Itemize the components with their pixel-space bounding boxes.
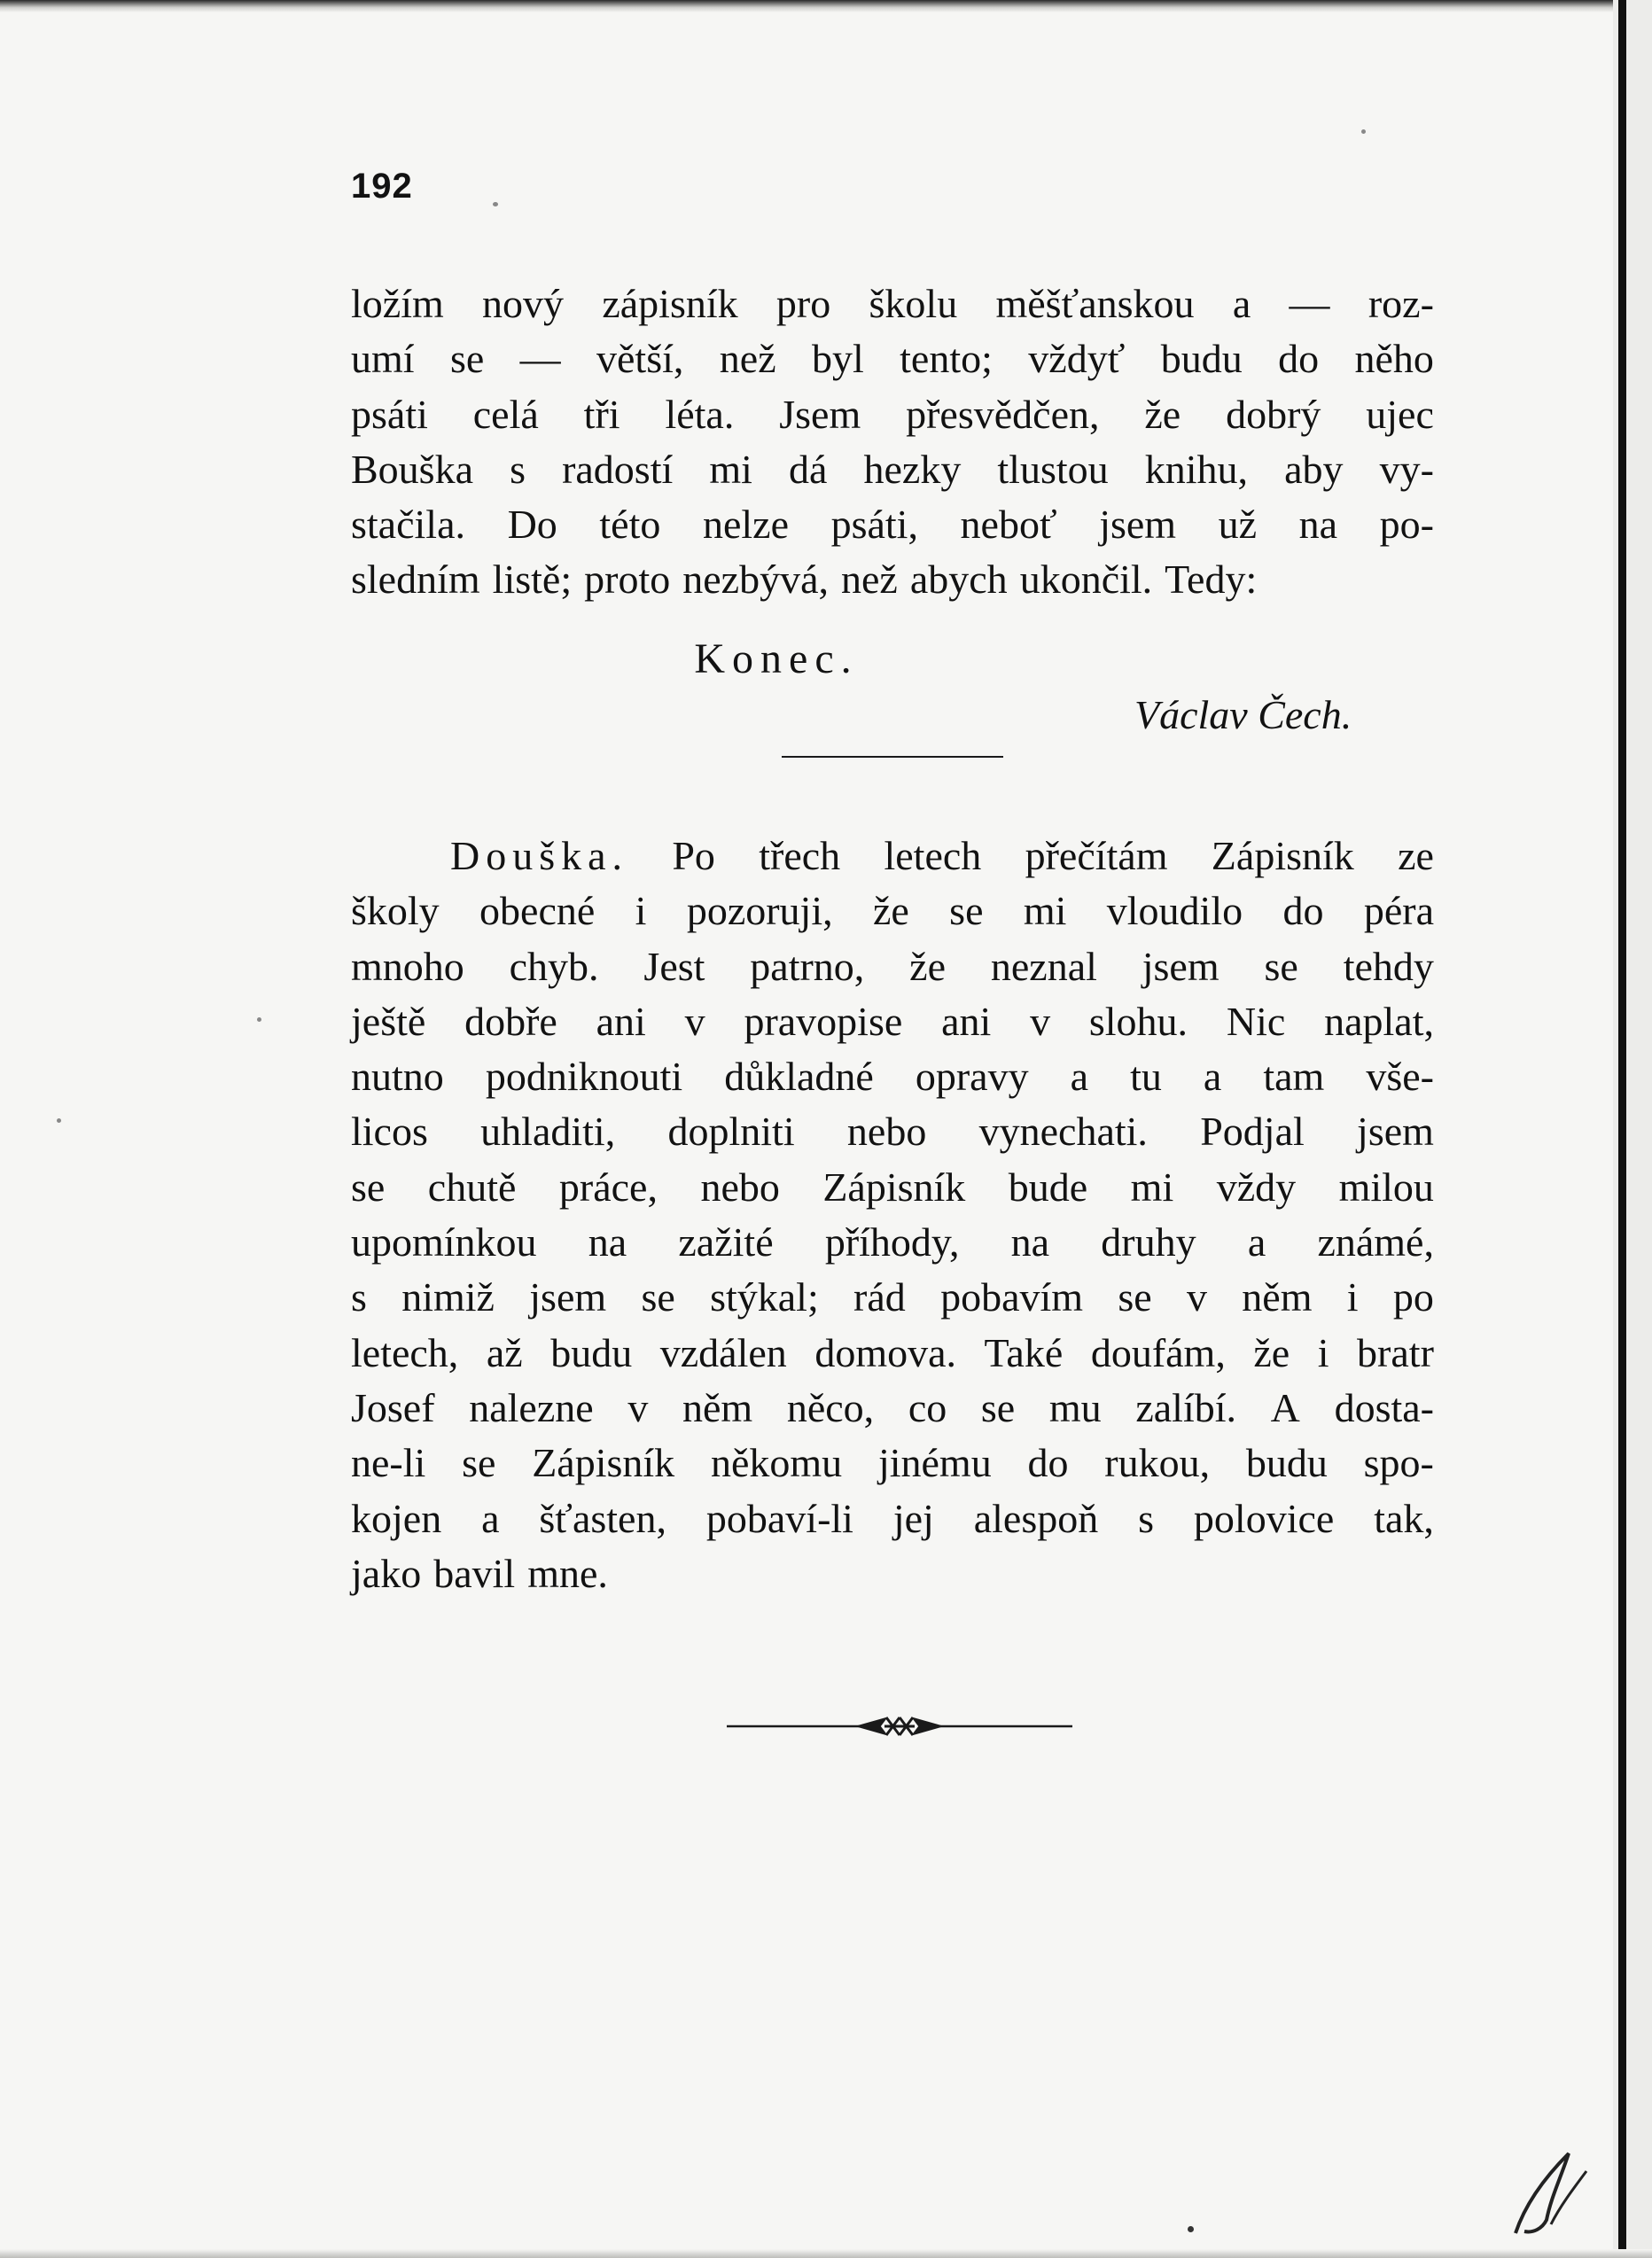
konec-heading (0, 635, 1652, 683)
word: bratr (1357, 1329, 1434, 1375)
word: Zápisník (1211, 833, 1354, 878)
text-line (351, 939, 1434, 994)
word: vždyť (1028, 336, 1126, 382)
paragraph-main (351, 276, 1434, 608)
word: ujec (1366, 391, 1434, 437)
konec-text: Konec. (694, 635, 859, 682)
word: tam (1263, 1054, 1325, 1100)
word: Nic (1226, 998, 1286, 1044)
word: pozoruji, (686, 888, 833, 934)
word: bavil (433, 1550, 516, 1596)
paper-speck (493, 202, 498, 206)
word: naplat, (1324, 998, 1434, 1044)
text-line (351, 442, 1434, 497)
word: ze (1398, 833, 1434, 878)
word: vzdálen (659, 1329, 787, 1375)
word: ani (596, 998, 646, 1044)
word: jako (351, 1550, 422, 1596)
text-line (351, 552, 1434, 607)
word: mi (709, 446, 752, 492)
text-line (351, 1381, 1434, 1436)
paper-speck (257, 1017, 261, 1022)
word: chyb. (509, 943, 599, 989)
page-number: 192 (351, 167, 413, 206)
word: třech (759, 833, 841, 878)
text-line (351, 829, 1434, 884)
word: a (481, 1495, 500, 1541)
word: nebo (846, 1109, 927, 1155)
word: jsem (1357, 1109, 1434, 1155)
word: Do (507, 502, 557, 548)
word: Bouška (351, 446, 473, 492)
word: vy- (1379, 446, 1434, 492)
word: sledním (351, 557, 480, 603)
text-line (351, 1049, 1434, 1104)
word: že (909, 943, 946, 989)
word: radostí (562, 446, 674, 492)
word: něm (682, 1384, 753, 1430)
page-bottom-edge (0, 2249, 1652, 2258)
word: ne-li (351, 1440, 426, 1486)
word: alespoň (973, 1495, 1099, 1541)
word: jsem (1142, 943, 1220, 989)
text-line (351, 1436, 1434, 1491)
word: důkladné (724, 1054, 874, 1100)
word: hezky (863, 446, 962, 492)
word: Po (672, 833, 715, 878)
word: se (1264, 943, 1298, 989)
word: chutě (427, 1164, 517, 1210)
word: umí (351, 336, 415, 382)
word: co (908, 1384, 947, 1430)
word: tak, (1374, 1495, 1434, 1541)
word: Jest (643, 943, 705, 989)
word: pravopise (744, 998, 903, 1044)
word: ani (941, 998, 992, 1044)
word: licos (351, 1109, 428, 1155)
word: nebo (700, 1164, 780, 1210)
word: zalíbí. (1135, 1384, 1237, 1430)
word: milou (1338, 1164, 1434, 1210)
word: než (719, 336, 776, 382)
word: kojen (351, 1495, 442, 1541)
douska-label: Douška. (450, 833, 629, 878)
word: Podjal (1200, 1109, 1305, 1155)
word: ukončil. (1019, 557, 1153, 603)
paragraph-douska (351, 829, 1434, 1601)
word: do (1278, 336, 1320, 382)
word: rád (853, 1274, 906, 1320)
word: se (462, 1440, 496, 1486)
word: na (1010, 1219, 1050, 1265)
word: polovice (1193, 1495, 1335, 1541)
word: listě; (492, 557, 573, 603)
word: mnoho (351, 943, 464, 989)
word: opravy (915, 1054, 1029, 1100)
word: domova. (814, 1329, 957, 1375)
word: doufám, (1090, 1329, 1226, 1375)
word: jinému (877, 1440, 992, 1486)
word: nimiž (401, 1274, 495, 1320)
word: tlustou (997, 446, 1109, 492)
word: obecné (479, 888, 596, 934)
margin-scribble (1498, 2145, 1595, 2242)
word: — (1289, 281, 1330, 326)
word: spo- (1363, 1440, 1434, 1486)
word: neboť (960, 502, 1057, 548)
word: a (1070, 1054, 1089, 1100)
word: rukou, (1104, 1440, 1211, 1486)
word: stačila. (351, 502, 465, 548)
word: mi (1130, 1164, 1174, 1210)
word: proto (584, 557, 671, 603)
section-divider (782, 756, 1003, 758)
word: druhy (1101, 1219, 1196, 1265)
word: tu (1130, 1054, 1162, 1100)
word: nový (482, 281, 565, 326)
text-line (351, 1326, 1434, 1381)
text-line (351, 497, 1434, 552)
word: celá (472, 391, 539, 437)
text-line (351, 276, 1434, 331)
end-ornament (727, 1709, 1072, 1744)
word: vše- (1366, 1054, 1434, 1100)
text-line (351, 331, 1434, 386)
word: příhody, (824, 1219, 960, 1265)
text-line (351, 1270, 1434, 1325)
word: budu (1245, 1440, 1328, 1486)
word: dobře (464, 998, 557, 1044)
paper-speck (1188, 2226, 1194, 2232)
text-line (351, 1215, 1434, 1270)
word: vynechati. (978, 1109, 1148, 1155)
word: Tedy: (1165, 557, 1258, 603)
word: jsem (1099, 502, 1177, 548)
paper-speck (57, 1118, 61, 1123)
author-signature: Václav Čech. (1134, 692, 1352, 737)
word: s (510, 446, 526, 492)
word: po- (1379, 502, 1434, 548)
word: se (980, 1384, 1016, 1430)
word: roz- (1368, 281, 1434, 326)
text-line (351, 1546, 1434, 1601)
word: zažité (678, 1219, 774, 1265)
word: tři (583, 391, 620, 437)
page-top-edge (0, 0, 1652, 12)
word: něco, (786, 1384, 875, 1430)
word: v (1187, 1274, 1207, 1320)
word: nalezne (469, 1384, 594, 1430)
word: mi (1023, 888, 1067, 934)
word: A (1270, 1384, 1300, 1430)
word: na (588, 1219, 627, 1265)
word: známé, (1317, 1219, 1434, 1265)
word: do (1027, 1440, 1069, 1486)
word: i (635, 888, 647, 934)
page-right-edge (1613, 0, 1652, 2258)
word: se (449, 336, 485, 382)
word: budu (1160, 336, 1243, 382)
word: Josef (351, 1384, 435, 1430)
word: pobaví-li (705, 1495, 853, 1541)
word: školy (351, 888, 440, 934)
word: už (1218, 502, 1258, 548)
word: i (1317, 1329, 1329, 1375)
text-line (351, 1491, 1434, 1546)
word: letech, (351, 1329, 459, 1375)
word: slohu. (1088, 998, 1188, 1044)
word: měšťanskou (995, 281, 1195, 326)
word: — (519, 336, 561, 382)
word: patrno, (750, 943, 865, 989)
word: péra (1363, 888, 1434, 934)
text-line (351, 1104, 1434, 1159)
word: a (1203, 1054, 1222, 1100)
word: dá (788, 446, 828, 492)
word: stýkal; (710, 1274, 819, 1320)
word: nezbývá, (682, 557, 829, 603)
word: větší, (596, 336, 684, 382)
word: dobrý (1226, 391, 1321, 437)
word: že (1253, 1329, 1290, 1375)
word: než (841, 557, 898, 603)
word: na (1298, 502, 1338, 548)
word: i (1346, 1274, 1359, 1320)
word: práce, (558, 1164, 658, 1210)
word: pro (775, 281, 831, 326)
word: pobavím (940, 1274, 1084, 1320)
word: se (1118, 1274, 1152, 1320)
word: do (1282, 888, 1324, 934)
word: abych (909, 557, 1008, 603)
word: této (599, 502, 661, 548)
word: jej (892, 1495, 934, 1541)
ornament-flourish (860, 1717, 939, 1735)
word: se (641, 1274, 675, 1320)
word: podniknouti (485, 1054, 683, 1100)
word: Jsem (779, 391, 861, 437)
word: nelze (702, 502, 789, 548)
word: bude (1008, 1164, 1088, 1210)
word: vloudilo (1106, 888, 1243, 934)
word: zápisník (602, 281, 738, 326)
word: šťasten, (539, 1495, 666, 1541)
word: upomínkou (351, 1219, 537, 1265)
word: v (627, 1384, 649, 1430)
word: tento; (900, 336, 993, 382)
paper-speck (1361, 129, 1366, 134)
text-line (351, 994, 1434, 1049)
word: aby (1284, 446, 1344, 492)
word: s (1138, 1495, 1155, 1541)
word: byl (812, 336, 864, 382)
word: někomu (710, 1440, 843, 1486)
word: a (1247, 1219, 1266, 1265)
word: jsem (529, 1274, 607, 1320)
word: ložím (351, 281, 444, 326)
word: uhladiti, (480, 1109, 616, 1155)
word: přesvědčen, (906, 391, 1100, 437)
word: psáti (351, 391, 428, 437)
word: a (1232, 281, 1251, 326)
word: budu (550, 1329, 633, 1375)
word: psáti, (830, 502, 918, 548)
word: nutno (351, 1054, 444, 1100)
word: doplniti (667, 1109, 795, 1155)
text-line (351, 1160, 1434, 1215)
word: letech (884, 833, 982, 878)
text-line (351, 387, 1434, 442)
word: něho (1354, 336, 1434, 382)
word: po (1392, 1274, 1434, 1320)
word: až (486, 1329, 523, 1375)
word: něm (1242, 1274, 1313, 1320)
word: Zápisník (822, 1164, 966, 1210)
word: školu (869, 281, 958, 326)
word: vždy (1216, 1164, 1297, 1210)
word: v (684, 998, 705, 1044)
word: v (1030, 998, 1051, 1044)
word: knihu, (1144, 446, 1249, 492)
word: mne. (527, 1550, 608, 1596)
text-line (351, 884, 1434, 938)
word: že (872, 888, 909, 934)
word: přečítám (1025, 833, 1168, 878)
word: Zápisník (532, 1440, 675, 1486)
word: dosta- (1334, 1384, 1434, 1430)
word: tehdy (1343, 943, 1434, 989)
word: ještě (351, 998, 426, 1044)
word: neznal (990, 943, 1097, 989)
word: Také (984, 1329, 1064, 1375)
word: léta. (665, 391, 735, 437)
word: že (1144, 391, 1181, 437)
word: se (351, 1164, 386, 1210)
word: s (351, 1274, 367, 1320)
word: se (949, 888, 984, 934)
word: mu (1048, 1384, 1102, 1430)
